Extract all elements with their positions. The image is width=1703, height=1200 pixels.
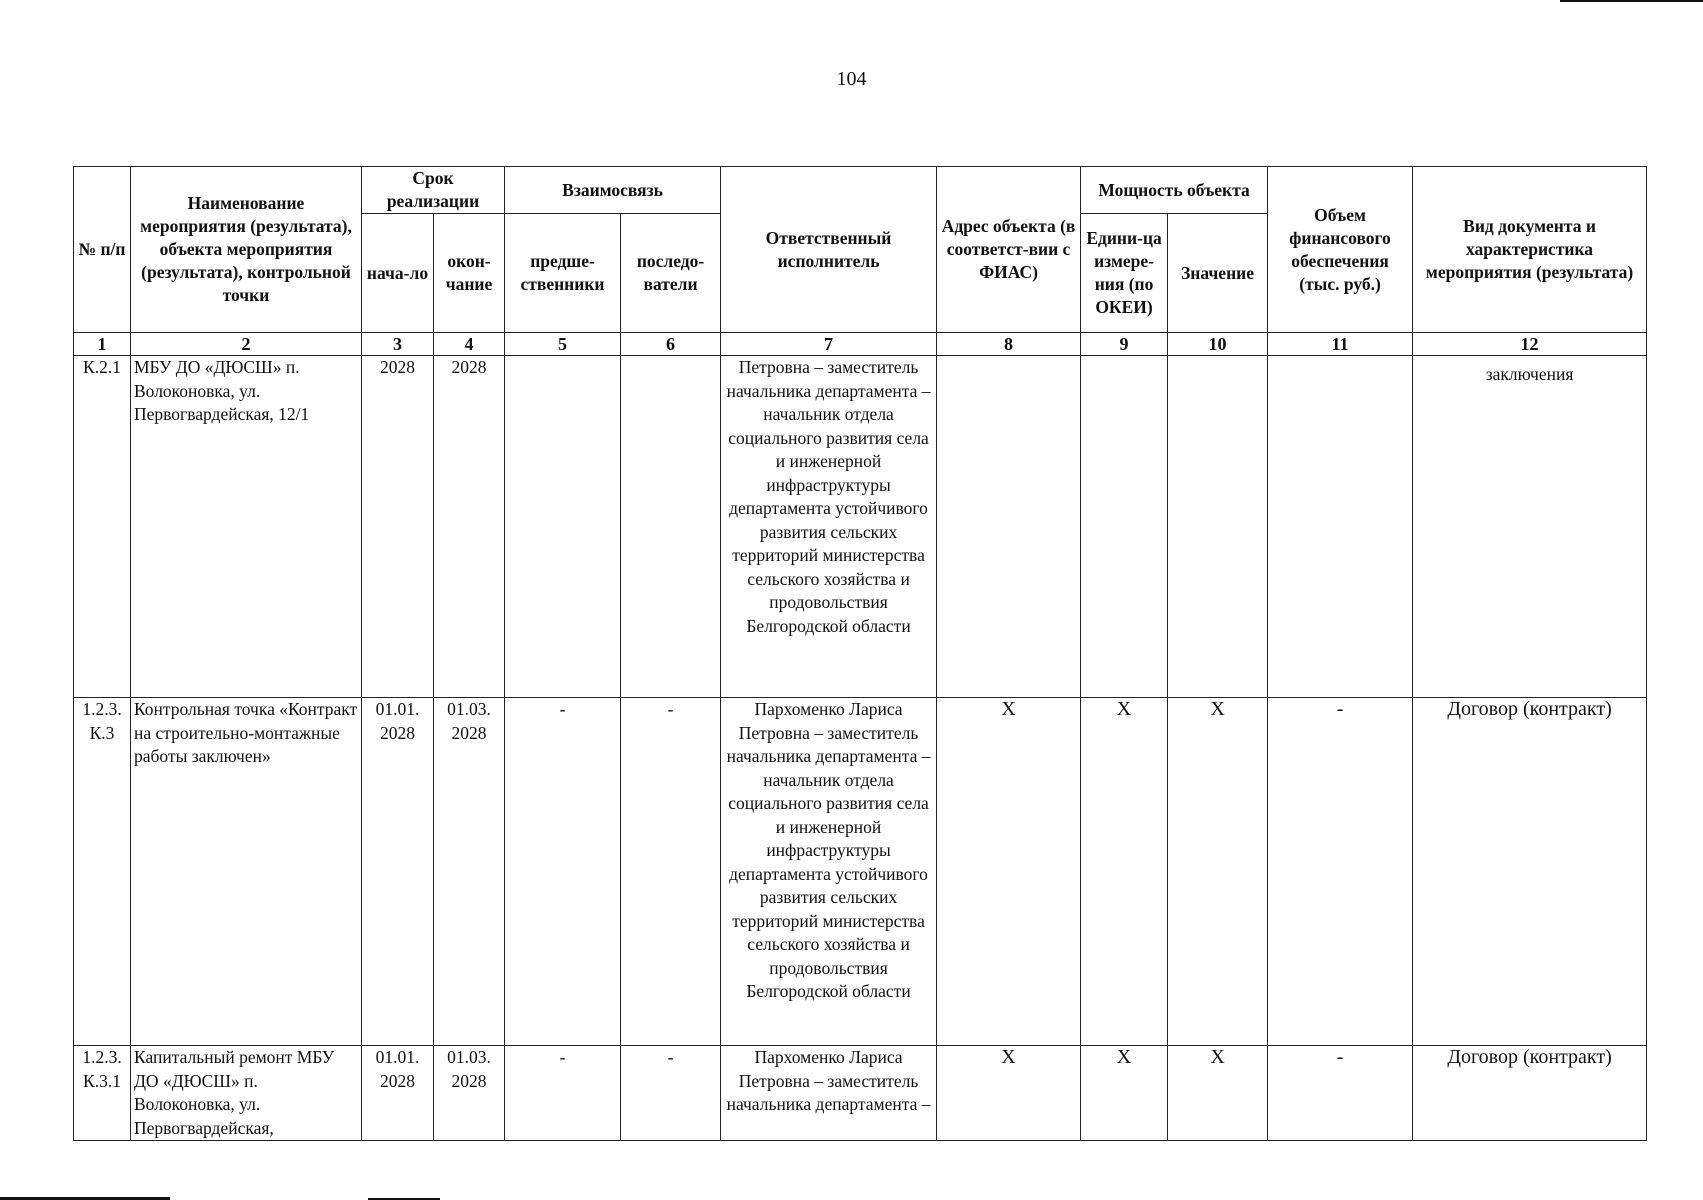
column-number: 5 (505, 333, 621, 356)
row-address (937, 356, 1081, 698)
row-unit: Х (1081, 1046, 1168, 1141)
row-address: Х (937, 698, 1081, 1046)
header-capacity-unit: Едини-ца измере-ния (по ОКЕИ) (1081, 214, 1168, 333)
row-doc: Договор (контракт) (1413, 1046, 1647, 1141)
row-value: Х (1168, 1046, 1268, 1141)
header-finance: Объем финансового обеспечения (тыс. руб.) (1268, 167, 1413, 333)
row-end: 2028 (434, 356, 505, 698)
header-name: Наименование мероприятия (результата), объекта мероприятия (результата), контрольной точки (131, 167, 362, 333)
column-number: 10 (1168, 333, 1268, 356)
row-prev: - (505, 1046, 621, 1141)
row-unit: Х (1081, 698, 1168, 1046)
header-capacity: Мощность объекта (1081, 167, 1268, 214)
row-value: Х (1168, 698, 1268, 1046)
column-number: 6 (621, 333, 721, 356)
row-name: Капитальный ремонт МБУ ДО «ДЮСШ» п. Волоконовка, ул. Первогвардейская, (131, 1046, 362, 1141)
row-end: 01.03. 2028 (434, 1046, 505, 1141)
row-start: 2028 (362, 356, 434, 698)
header-capacity-value: Значение (1168, 214, 1268, 333)
table-row (74, 356, 1647, 698)
header-link: Взаимосвязь (505, 167, 721, 214)
header-term: Срок реализации (362, 167, 505, 214)
column-number: 11 (1268, 333, 1413, 356)
row-executor: Пархоменко Лариса Петровна – заместитель начальника департамента – начальник отдела социального развития села и инженерной инфраструктуры департамента устойчивого развития сельских территорий министерства сельского хозяйства и продовольствия Белгородской области (721, 698, 937, 1046)
row-executor: Петровна – заместитель начальника департамента – начальник отдела социального развития села и инженерной инфраструктуры департамента устойчивого развития сельских территорий министерства сельского хозяйства и продовольствия Белгородской области (721, 356, 937, 698)
row-num: 1.2.3. К.3 (74, 698, 131, 1046)
header-term-start: нача-ло (362, 214, 434, 333)
row-value (1168, 356, 1268, 698)
column-number: 3 (362, 333, 434, 356)
row-doc: заключения (1413, 356, 1647, 698)
column-number: 2 (131, 333, 362, 356)
row-num: 1.2.3. К.3.1 (74, 1046, 131, 1141)
column-number: 9 (1081, 333, 1168, 356)
activities-table (73, 166, 1647, 1141)
header-address: Адрес объекта (в соответст-вии с ФИАС) (937, 167, 1081, 333)
row-address: Х (937, 1046, 1081, 1141)
row-name: Контрольная точка «Контракт на строительно-монтажные работы заключен» (131, 698, 362, 1046)
row-prev: - (505, 698, 621, 1046)
header-term-end: окон-чание (434, 214, 505, 333)
table-row (74, 1046, 1647, 1141)
row-next: - (621, 1046, 721, 1141)
page-number: 104 (836, 68, 867, 90)
row-unit (1081, 356, 1168, 698)
row-start: 01.01. 2028 (362, 1046, 434, 1141)
row-prev (505, 356, 621, 698)
row-finance: - (1268, 698, 1413, 1046)
column-number: 1 (74, 333, 131, 356)
row-finance (1268, 356, 1413, 698)
row-next (621, 356, 721, 698)
column-number: 12 (1413, 333, 1647, 356)
row-name: МБУ ДО «ДЮСШ» п. Волоконовка, ул. Первогвардейская, 12/1 (131, 356, 362, 698)
row-executor: Пархоменко Лариса Петровна – заместитель начальника департамента – (721, 1046, 937, 1141)
column-number: 7 (721, 333, 937, 356)
row-end: 01.03. 2028 (434, 698, 505, 1046)
header-num: № п/п (74, 167, 131, 333)
row-num: К.2.1 (74, 356, 131, 698)
table-row (74, 698, 1647, 1046)
row-doc: Договор (контракт) (1413, 698, 1647, 1046)
column-number: 4 (434, 333, 505, 356)
column-number: 8 (937, 333, 1081, 356)
row-next: - (621, 698, 721, 1046)
row-finance: - (1268, 1046, 1413, 1141)
header-link-prev: предше-ственники (505, 214, 621, 333)
scan-edge-top (1560, 0, 1703, 2)
header-executor: Ответственный исполнитель (721, 167, 937, 333)
header-link-next: последо-ватели (621, 214, 721, 333)
header-doc-type: Вид документа и характеристика мероприятия (результата) (1413, 167, 1647, 333)
row-start: 01.01. 2028 (362, 698, 434, 1046)
